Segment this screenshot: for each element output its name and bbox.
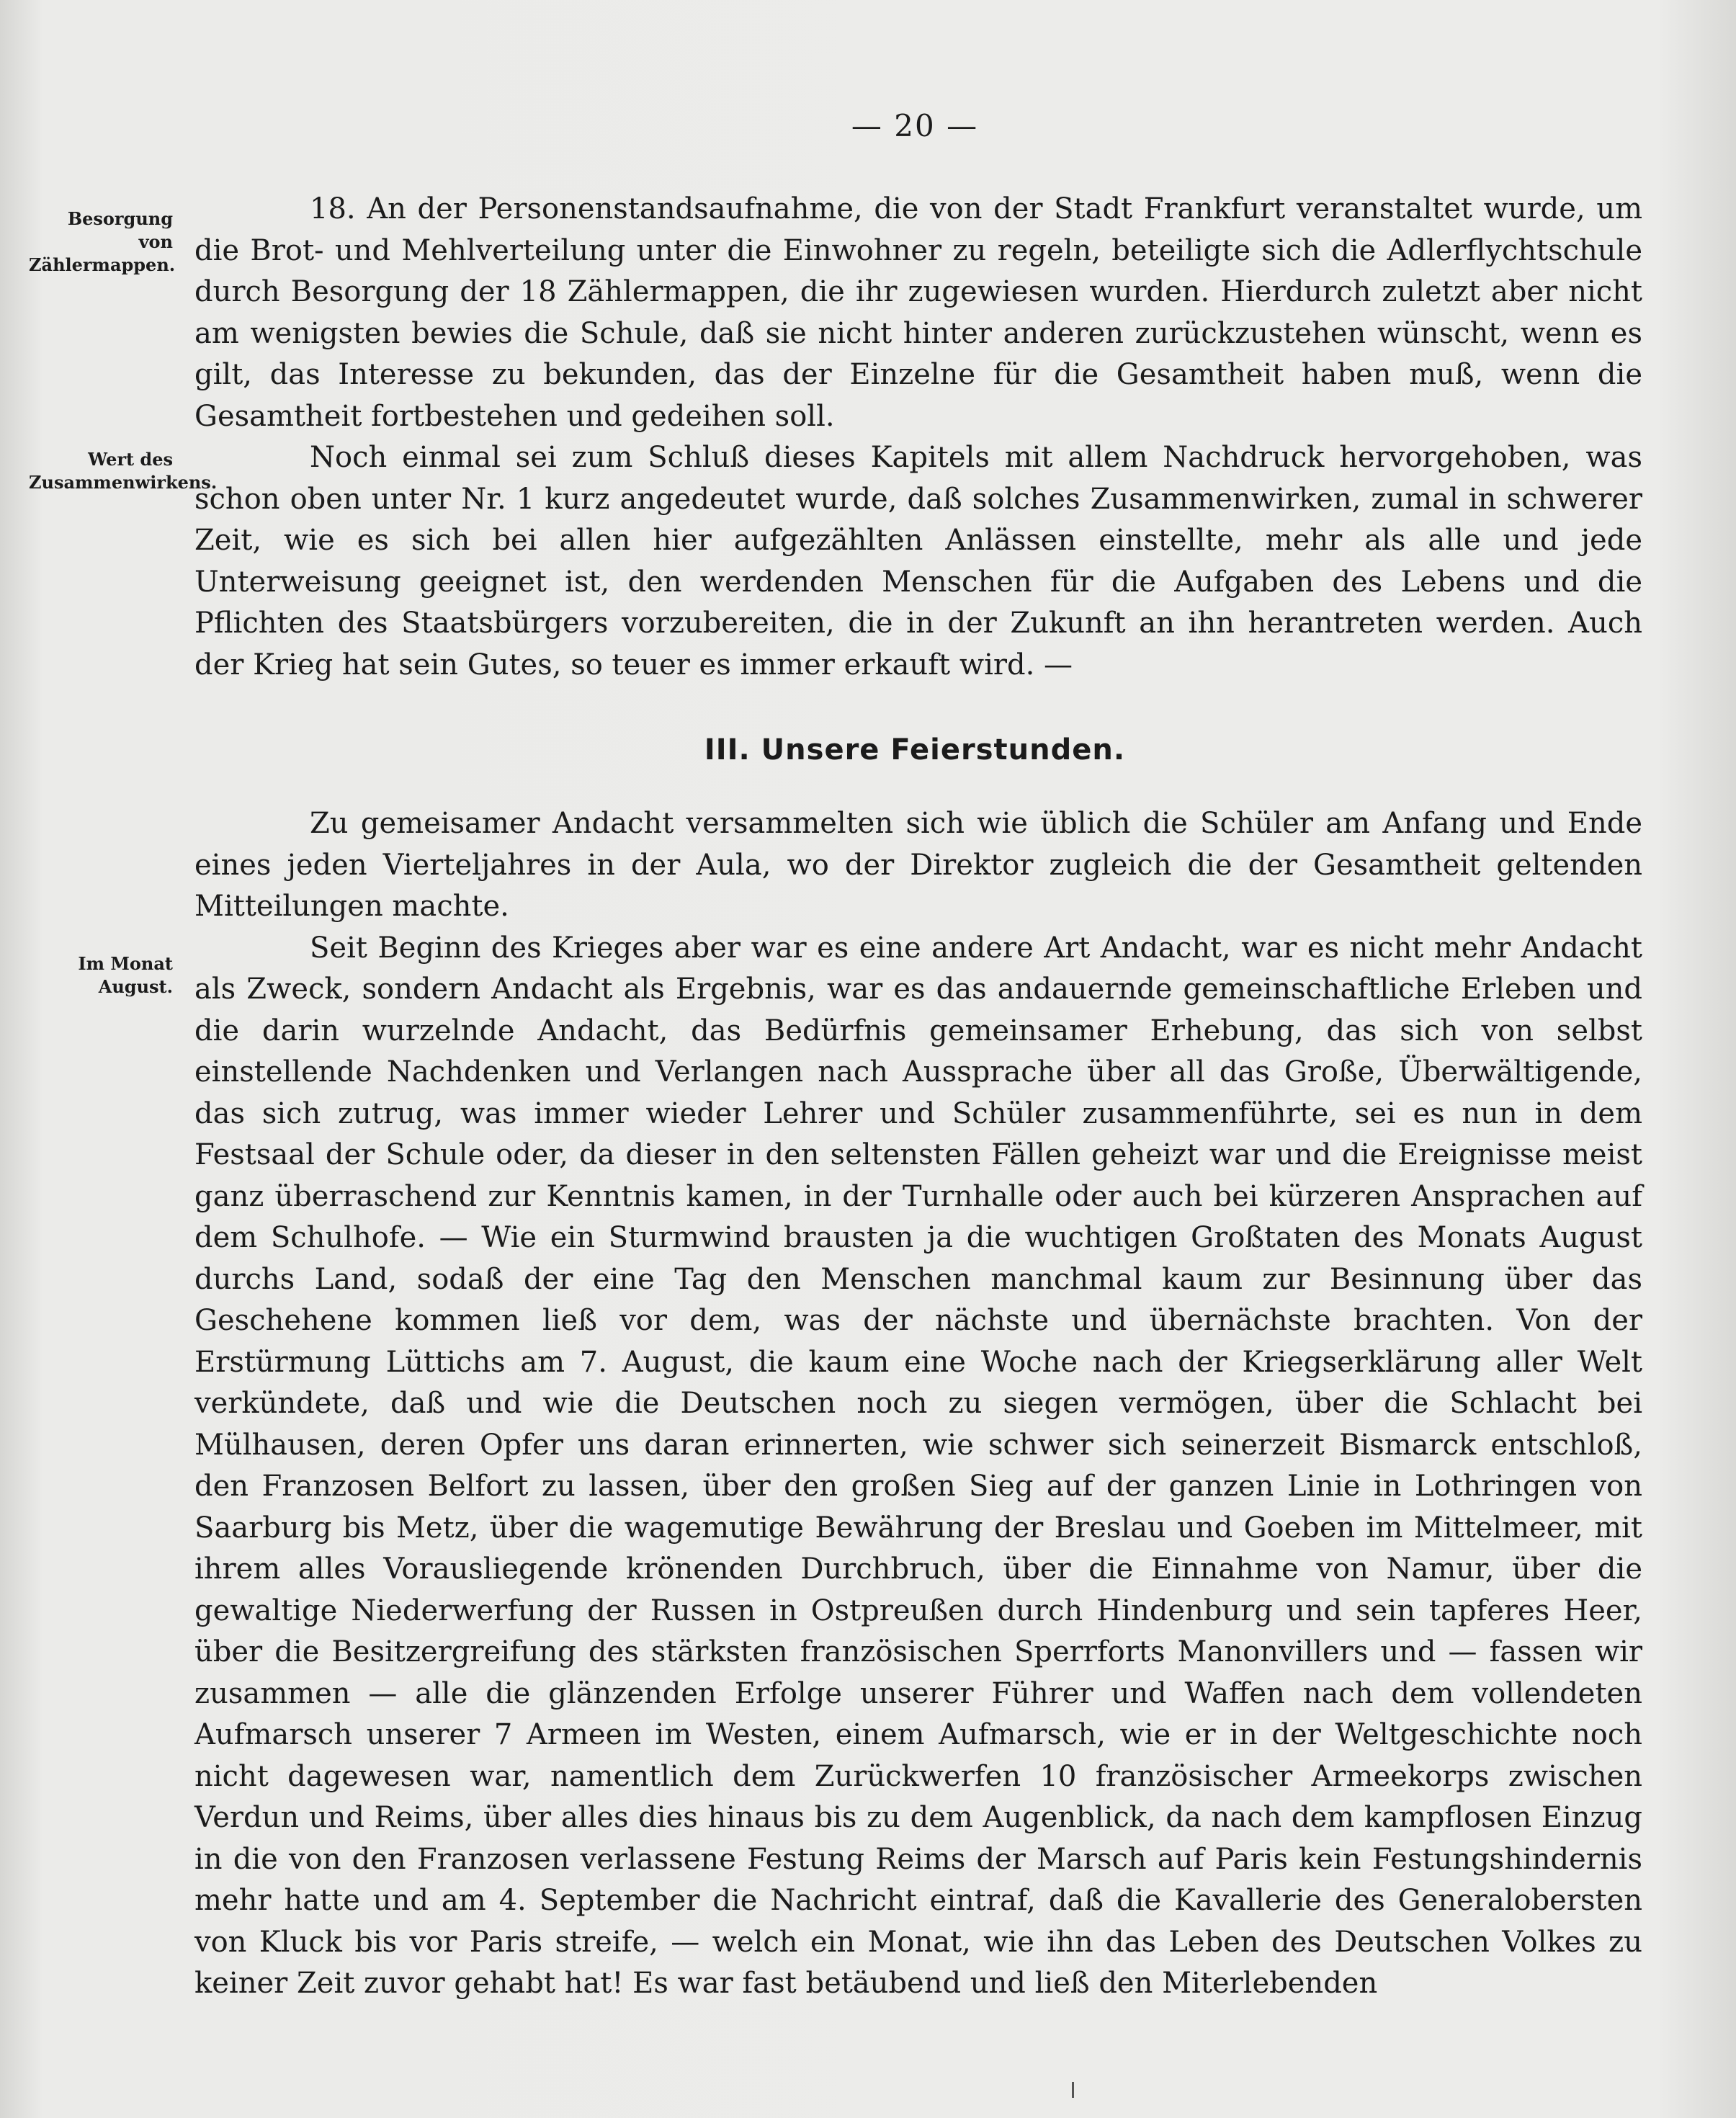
section-18-text <box>194 189 1642 686</box>
section-heading: III. Unsere Feierstunden. <box>704 733 1126 767</box>
margin-note-zaehlermappen: Besorgung von Zählermappen. <box>29 208 176 275</box>
paragraph: Noch einmal sei zum Schluß dieses Kapitels mit allem Nachdruck hervorgehoben, was schon oben unter Nr. 1 kurz angedeutet wurde, daß solches Zusammenwirken, zumal in schwerer Zeit, wie es sich bei allen hier aufgezählten Anlässen einstellte, mehr als alle und jede Unterweisung geeignet ist, den werdenden Menschen für die Aufgaben des Lebens und die Pflichten des Staatsbürgers vorzubereiten, die in der Zukunft an ihn herantreten werden. Auch der Krieg hat sein Gutes, so teuer es immer erkauft wird. — <box>194 441 1642 682</box>
feierstunden-text <box>194 803 1642 2005</box>
margin-note-zusammenwirken: Wert des Zusammenwirkens. <box>29 449 218 493</box>
page-number: — 20 — <box>851 108 979 143</box>
print-speck <box>1072 2082 1074 2098</box>
margin-note-august: Im Monat August. <box>78 953 173 997</box>
paragraph: 18. An der Personenstandsaufnahme, die von der Stadt Frankfurt veranstaltet wurde, um die Brot- und Mehlverteilung unter die Einwohner zu regeln, beteiligte sich die Adlerflychtschule durch Besorgung der 18 Zählermappen, die ihr zugewiesen wurden. Hierdurch zuletzt aber nicht am wenigsten bewies die Schule, daß sie nicht hinter anderen zurückzustehen wünscht, wenn es gilt, das Interesse zu bekunden, das der Einzelne für die Gesamtheit haben muß, wenn die Gesamtheit fortbestehen und gedeihen soll. <box>194 192 1642 433</box>
paragraph: Seit Beginn des Krieges aber war es eine andere Art Andacht, war es nicht mehr Andacht als Zweck, sondern Andacht als Ergebnis, war es das andauernde gemeinschaftliche Erleben und die darin wurzelnde Andacht, das Bedürfnis gemeinsamer Erhebung, das sich von selbst einstellende Nachdenken und Verlangen nach Aussprache über all das Große, Überwältigende, das sich zutrug, was immer wieder Lehrer und Schüler zusammenführte, sei es nun in dem Festsaal der Schule oder, da dieser in den seltensten Fällen geheizt war und die Ereignisse meist ganz überraschend zur Kenntnis kamen, in der Turnhalle oder auch bei kürzeren Ansprachen auf dem Schulhofe. — Wie ein Sturmwind brausten ja die wuchtigen Großtaten des Monats August durchs Land, sodaß der eine Tag den Menschen manchmal kaum zur Besinnung über das Geschehene kommen ließ vor dem, was der nächste und übernächste brachten. Von der Erstürmung Lüttichs am 7. August, die kaum eine Woche nach der Kriegserklärung aller Welt verkündete, daß und wie die Deutschen noch zu siegen vermögen, über die Schlacht bei Mülhausen, deren Opfer uns daran erinnerten, wie schwer sich seinerzeit Bismarck entschloß, den Franzosen Belfort zu lassen, über den großen Sieg auf der ganzen Linie in Lothringen von Saarburg bis Metz, über die wagemutige Bewährung der Breslau und Goeben im Mittelmeer, mit ihrem alles Vorausliegende krönenden Durchbruch, über die Einnahme von Namur, über die gewaltige Niederwerfung der Russen in Ostpreußen durch Hindenburg und sein tapferes Heer, über die Besitzergreifung des stärksten französischen Sperrforts Manonvillers und — fassen wir zusammen — alle die glänzenden Erfolge unserer Führer und Waffen nach dem vollendeten Aufmarsch unserer 7 Armeen im Westen, einem Aufmarsch, wie er in der Weltgeschichte noch nicht dagewesen war, namentlich dem Zurückwerfen 10 französischer Armeekorps zwischen Verdun und Reims, über alles dies hinaus bis zu dem Augenblick, da nach dem kampflosen Einzug in die von den Franzosen verlassene Festung Reims der Marsch auf Paris kein Festungshindernis mehr hatte und am 4. September die Nachricht eintraf, daß die Kavallerie des Generalobersten von Kluck bis vor Paris streife, — welch ein Monat, wie ihn das Leben des Deutschen Volkes zu keiner Zeit zuvor gehabt hat! Es war fast betäubend und ließ den Miterlebenden <box>194 931 1642 2000</box>
paragraph: Zu gemeisamer Andacht versammelten sich wie üblich die Schüler am Anfang und Ende eines jeden Vierteljahres in der Aula, wo der Direktor zugleich die der Gesamtheit geltenden Mitteilungen machte. <box>194 807 1642 923</box>
